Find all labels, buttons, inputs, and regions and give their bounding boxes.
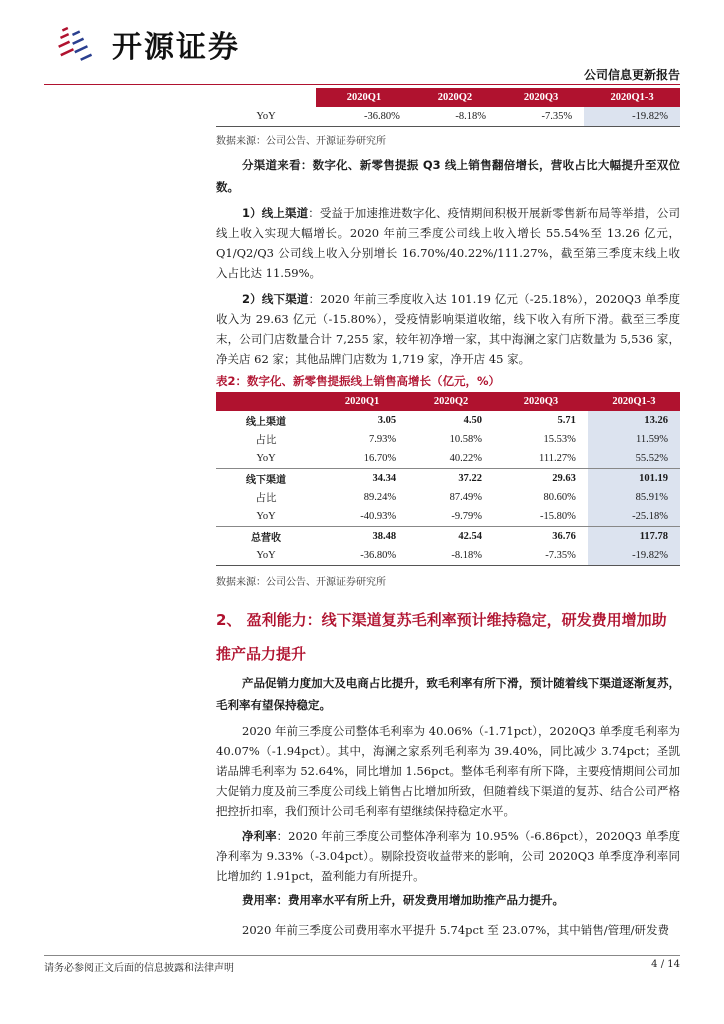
table2-col-header: 2020Q3	[494, 392, 588, 411]
row-label: 占比	[255, 493, 277, 504]
company-logo	[58, 22, 240, 66]
table-cell: -19.82%	[584, 107, 680, 127]
table-row	[216, 488, 680, 507]
table-row	[216, 527, 680, 547]
table1-corner	[216, 88, 316, 107]
table2-header-row	[216, 392, 680, 411]
footer-divider	[44, 955, 680, 956]
table-cell: -8.18%	[412, 107, 498, 127]
table-row	[216, 107, 680, 127]
net-label: 净利率	[242, 829, 277, 843]
table-cell: -36.80%	[316, 546, 408, 566]
expense-lead: ：费用率水平有所上升，研发费用增加助推产品力提升。	[276, 893, 564, 907]
table-cell: 89.24%	[363, 492, 397, 503]
row-label: 总营收	[216, 527, 316, 547]
header-divider	[44, 84, 680, 85]
table-cell: -9.79%	[451, 511, 483, 522]
row-label: YoY	[216, 107, 316, 127]
table-cell: 5.71	[557, 415, 576, 426]
offline-label: 2）线下渠道	[242, 292, 309, 306]
table-cell: -25.18%	[588, 507, 680, 527]
table-row	[216, 469, 680, 489]
table-cell: -7.35%	[498, 107, 584, 127]
footer-disclaimer: 请务必参阅正文后面的信息披露和法律声明	[44, 963, 234, 974]
table-cell: -7.35%	[494, 546, 588, 566]
table-cell: -15.80%	[539, 511, 576, 522]
table2-title: 表2：数字化、新零售提振线上销售高增长（亿元，%）	[216, 374, 501, 388]
table-cell: 42.54	[408, 527, 494, 547]
table-cell: 37.22	[408, 469, 494, 489]
table-cell: 34.34	[316, 469, 408, 489]
table-cell: 36.76	[494, 527, 588, 547]
table-row	[216, 449, 680, 469]
table-cell: 111.27%	[539, 453, 576, 464]
report-type: 公司信息更新报告	[583, 68, 680, 82]
table-cell: 11.59%	[588, 430, 680, 449]
table1-col-header: 2020Q3	[498, 88, 584, 107]
table2-corner	[216, 392, 316, 411]
row-label: YoY	[216, 546, 316, 566]
online-paragraph	[216, 203, 680, 283]
table2-col-header: 2020Q1-3	[588, 392, 680, 411]
table1-col-header: 2020Q1	[316, 88, 412, 107]
row-label: 线上渠道	[246, 417, 286, 428]
online-text: ：受益于加速推进数字化、疫情期间积极开展新零售新布局等举措，公司线上收入实现大幅增长。2020 年前三季度公司线上收入增长 55.54%至 13.26 亿元，Q1/Q2/Q3 公司线上收入分别增长 16.70%/40.22%/111.27%，截至第三季度末线上收入占比达 11.59%。	[216, 206, 680, 280]
expense-lead-paragraph	[216, 890, 680, 910]
channel-lead: 分渠道来看：数字化、新零售提振 Q3 线上销售翻倍增长，营收占比大幅提升至双位数。	[216, 158, 680, 194]
expense-paragraph: 2020 年前三季度公司费用率水平提升 5.74pct 至 23.07%，其中销售/管理/研发费	[242, 923, 670, 937]
table-cell: 38.48	[316, 527, 408, 547]
table1-col-header: 2020Q2	[412, 88, 498, 107]
table-cell: 87.49%	[449, 492, 483, 503]
table-cell: 3.05	[377, 415, 397, 426]
table-row	[216, 430, 680, 449]
table-cell: 7.93%	[368, 434, 397, 445]
table-row	[216, 411, 680, 430]
table2-col-header: 2020Q1	[316, 392, 408, 411]
table-cell: 55.52%	[588, 449, 680, 469]
row-label: YoY	[256, 453, 276, 464]
table-cell: -19.82%	[588, 546, 680, 566]
table1-header-row	[216, 88, 680, 107]
table-cell: 85.91%	[588, 488, 680, 507]
table-cell: 117.78	[588, 527, 680, 547]
gross-margin-paragraph: 2020 年前三季度公司整体毛利率为 40.06%（-1.71pct），2020Q3 单季度毛利率为 40.07%（-1.94pct）。其中，海澜之家系列毛利率为 39.40%，同比减少 3.74pct；圣凯诺品牌毛利率为 52.64%，同比增加 1.56pct。整体毛利率有所下降，主要疫情期间公司加大促销力度及前三季度公司线上销售占比增加所致，但随着线下渠道的复苏、结合公司严格把控折扣率，我们预计公司毛利率有望继续保持稳定水平。	[216, 724, 680, 818]
table-row	[216, 546, 680, 566]
table2	[216, 392, 680, 566]
section2-title: 2、 盈利能力：线下渠道复苏毛利率预计维持稳定，研发费用增加助推产品力提升	[216, 611, 667, 663]
table-cell: -40.93%	[360, 511, 397, 522]
offline-text: ：2020 年前三季度收入达 101.19 亿元（-25.18%），2020Q3 单季度收入为 29.63 亿元（-15.80%），受疫情影响渠道收缩，线下收入有所下滑。截至三季度末，公司门店数量合计 7,255 家，较年初净增一家，其中海澜之家门店数量为 5,536 家，净关店 62 家；其他品牌门店数为 1,719 家，净开店 45 家。	[216, 292, 680, 366]
table-cell: 80.60%	[543, 492, 576, 503]
table-cell: -36.80%	[316, 107, 412, 127]
table-cell: 16.70%	[363, 453, 397, 464]
page-number: 4 / 14	[651, 959, 680, 970]
table-cell: 13.26	[588, 411, 680, 430]
table-cell: 101.19	[588, 469, 680, 489]
table-row	[216, 507, 680, 527]
table1-col-header: 2020Q1-3	[584, 88, 680, 107]
table1	[216, 88, 680, 127]
logo-mark-icon	[58, 24, 102, 64]
table-cell: 29.63	[494, 469, 588, 489]
table1-source: 数据来源：公司公告、开源证券研究所	[216, 136, 386, 147]
table-cell: 40.22%	[449, 453, 483, 464]
net-text: ：2020 年前三季度公司整体净利率为 10.95%（-6.86pct），2020Q3 单季度净利率为 9.33%（-3.04pct）。剔除投资收益带来的影响，公司 2020Q3 单季度净利率同比增加约 1.91pct，盈利能力有所提升。	[216, 829, 680, 883]
table-cell: 15.53%	[543, 434, 576, 445]
table2-source: 数据来源：公司公告、开源证券研究所	[216, 577, 386, 588]
net-margin-paragraph	[216, 826, 680, 886]
row-label: 占比	[255, 435, 277, 446]
table-cell: -8.18%	[408, 546, 494, 566]
row-label: YoY	[256, 511, 276, 522]
offline-paragraph	[216, 289, 680, 369]
table2-col-header: 2020Q2	[408, 392, 494, 411]
table-cell: 10.58%	[449, 434, 483, 445]
expense-label: 费用率	[242, 893, 277, 907]
row-label: 线下渠道	[216, 469, 316, 489]
online-label: 1）线上渠道	[242, 206, 309, 220]
section2-lead: 产品促销力度加大及电商占比提升，致毛利率有所下滑，预计随着线下渠道逐渐复苏，毛利率有望保持稳定。	[216, 676, 680, 712]
logo-text: 开源证券	[112, 30, 240, 65]
table-cell: 4.50	[463, 415, 483, 426]
